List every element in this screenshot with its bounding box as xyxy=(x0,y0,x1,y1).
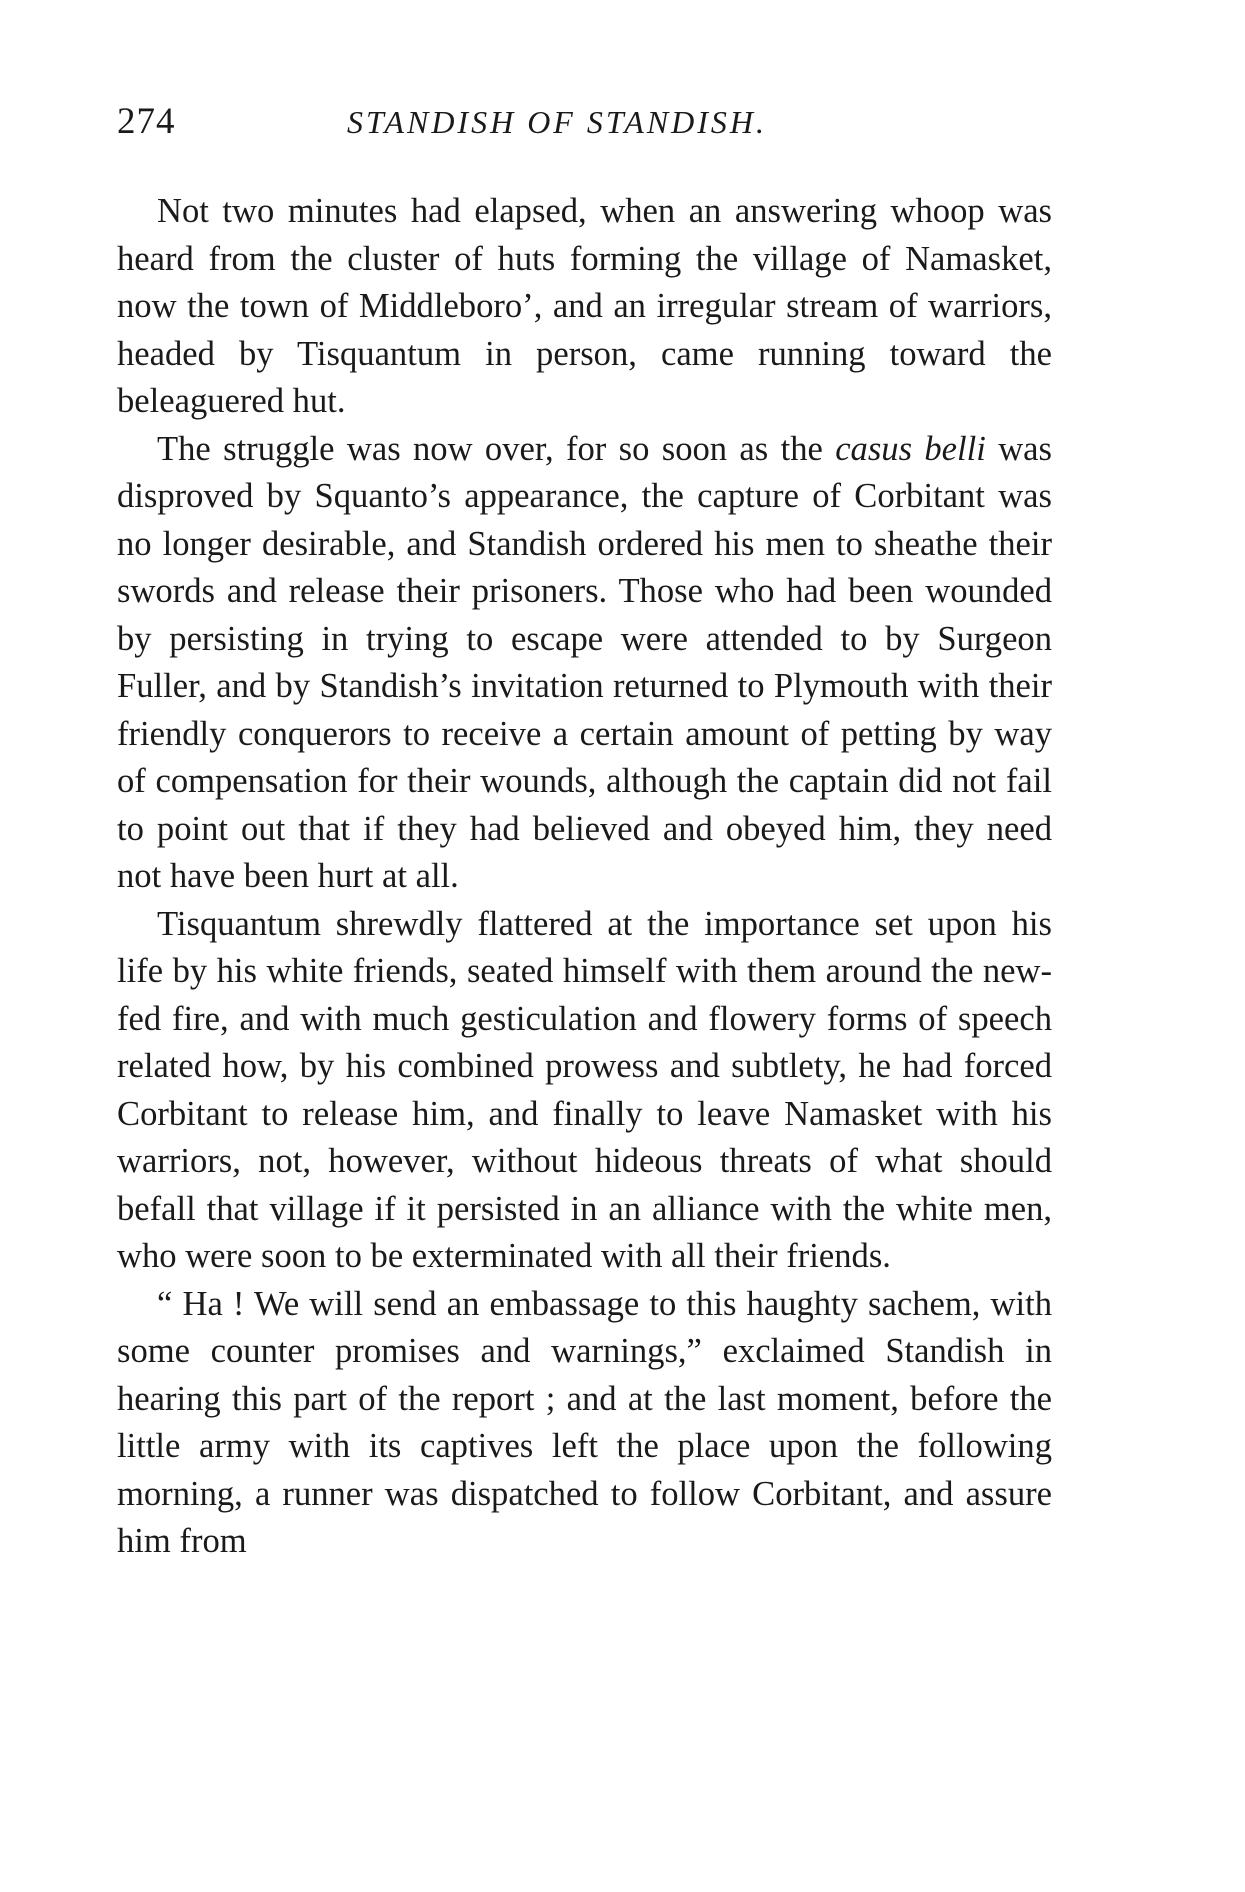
paragraph-2-part-1: The struggle was now over, for so soon as the xyxy=(157,429,836,468)
running-head xyxy=(117,100,1052,160)
paragraph-2-part-2: was disproved by Squanto’s appearance, the capture of Corbitant was no longer desirable, and Standish ordered his men to sheathe their swords and release their prisoners. Those who had been wounded by persisting in trying to escape were attended to by Surgeon Fuller, and by Standish’s invitation returned to Plymouth with their friendly conquerors to receive a certain amount of petting by way of compensation for their wounds, although the captain did not fail to point out that if they had believed and obeyed him, they need not have been hurt at all. xyxy=(117,429,1052,895)
running-title: STANDISH OF STANDISH. xyxy=(347,104,768,140)
paragraph-2 xyxy=(117,426,1052,901)
paragraph-1: Not two minutes had elapsed, when an answering whoop was heard from the cluster of huts forming the village of Namasket, now the town of Middleboro’, and an irregular stream of warriors, headed by Tisquantum in person, came running toward the beleaguered hut. xyxy=(117,192,1052,420)
page-number: 274 xyxy=(117,101,176,142)
latin-phrase: casus belli xyxy=(835,429,986,468)
book-page xyxy=(117,0,1052,1892)
paragraph-3: Tisquantum shrewdly flattered at the importance set upon his life by his white friends, seated himself with them around the new-fed fire, and with much gesticulation and flowery forms of speech related how, by his combined prowess and subtlety, he had forced Corbitant to release him, and finally to leave Namasket with his warriors, not, however, without hideous threats of what should befall that village if it persisted in an alliance with the white men, who were soon to be exterminated with all their friends. xyxy=(117,904,1052,1275)
paragraph-4: “ Ha ! We will send an embassage to this haughty sachem, with some counter promises and warnings,” exclaimed Standish in hearing this part of the report ; and at the last moment, before the little army with its captives left the place upon the following morning, a runner was dispatched to follow Corbitant, and assure him from xyxy=(117,1284,1052,1560)
body-text xyxy=(117,188,1052,1566)
